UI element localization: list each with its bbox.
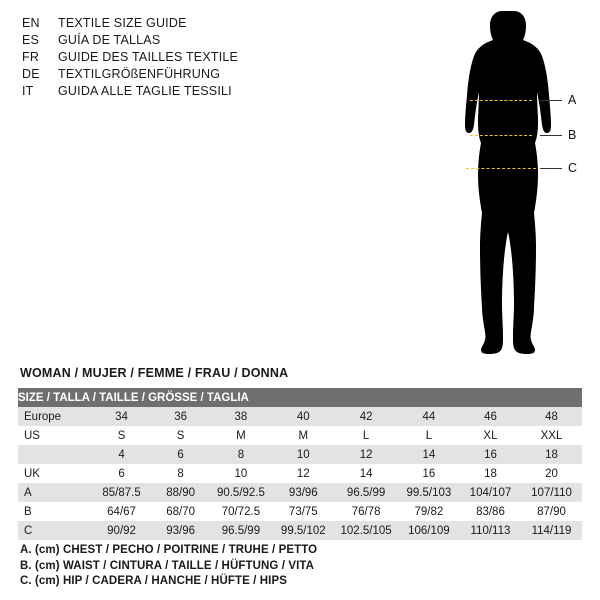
language-text: TEXTILGRÖßENFÜHRUNG (58, 67, 221, 81)
cell: 68/70 (152, 502, 210, 521)
language-text: GUÍA DE TALLAS (58, 33, 161, 47)
cell: M (210, 426, 273, 445)
cell: 10 (210, 464, 273, 483)
language-code: FR (22, 50, 40, 64)
marker-label-c: C (568, 161, 578, 175)
row-label: A (18, 483, 91, 502)
table-row (18, 445, 582, 464)
language-code: DE (22, 67, 40, 81)
language-text: GUIDE DES TAILLES TEXTILE (58, 50, 239, 64)
cell: 8 (152, 464, 210, 483)
row-label: US (18, 426, 91, 445)
cell: 4 (91, 445, 151, 464)
cell: XXL (521, 426, 582, 445)
cell: 20 (521, 464, 582, 483)
cell: 79/82 (398, 502, 460, 521)
row-label: B (18, 502, 91, 521)
language-row (22, 50, 238, 67)
cell: 102.5/105 (334, 521, 398, 540)
cell: 93/96 (272, 483, 334, 502)
cell: 99.5/103 (398, 483, 460, 502)
cell: 73/75 (272, 502, 334, 521)
cell: 90.5/92.5 (210, 483, 273, 502)
cell: 99.5/102 (272, 521, 334, 540)
marker-label-a: A (568, 93, 577, 107)
cell: 40 (272, 407, 334, 426)
note-chest: A. (cm) CHEST / PECHO / POITRINE / TRUHE / PETTO (20, 544, 318, 556)
table-row (18, 521, 582, 540)
cell: 14 (398, 445, 460, 464)
note-waist: B. (cm) WAIST / CINTURA / TAILLE / HÜFTUNG / VITA (20, 559, 315, 572)
language-row (22, 33, 238, 50)
cell: 70/72.5 (210, 502, 273, 521)
cell: 44 (398, 407, 460, 426)
cell: 96.5/99 (334, 483, 398, 502)
cell: 18 (460, 464, 521, 483)
cell: 16 (398, 464, 460, 483)
cell: 90/92 (91, 521, 151, 540)
language-list (22, 16, 238, 101)
cell: 42 (334, 407, 398, 426)
cell: 114/119 (521, 521, 582, 540)
cell: 6 (152, 445, 210, 464)
cell: S (91, 426, 151, 445)
waist-leader-line (540, 135, 562, 136)
row-label (18, 445, 91, 464)
cell: 12 (334, 445, 398, 464)
cell: 96.5/99 (210, 521, 273, 540)
cell: L (398, 426, 460, 445)
chest-measure-line (470, 100, 532, 101)
cell: 38 (210, 407, 273, 426)
table-row (18, 502, 582, 521)
cell: 76/78 (334, 502, 398, 521)
row-label: UK (18, 464, 91, 483)
cell: 107/110 (521, 483, 582, 502)
row-label: Europe (18, 407, 91, 426)
cell: M (272, 426, 334, 445)
cell: L (334, 426, 398, 445)
table-row (18, 483, 582, 502)
language-row (22, 84, 238, 101)
cell: 46 (460, 407, 521, 426)
chest-leader-line (540, 100, 562, 101)
table-header-label: SIZE / TALLA / TAILLE / GRÖSSE / TAGLIA (18, 388, 582, 407)
cell: S (152, 426, 210, 445)
cell: 106/109 (398, 521, 460, 540)
cell: 85/87.5 (91, 483, 151, 502)
language-row (22, 16, 238, 33)
marker-label-b: B (568, 128, 577, 142)
note-hip: C. (cm) HIP / CADERA / HANCHE / HÜFTE / HIPS (20, 575, 288, 587)
cell: 64/67 (91, 502, 151, 521)
hip-measure-line (466, 168, 536, 169)
language-text: GUIDA ALLE TAGLIE TESSILI (58, 84, 232, 98)
waist-measure-line (470, 135, 532, 136)
cell: 18 (521, 445, 582, 464)
language-code: IT (22, 84, 34, 98)
cell: XL (460, 426, 521, 445)
female-silhouette-figure (430, 5, 590, 385)
cell: 8 (210, 445, 273, 464)
table-row (18, 464, 582, 483)
cell: 12 (272, 464, 334, 483)
language-code: EN (22, 16, 40, 30)
language-text: TEXTILE SIZE GUIDE (58, 16, 187, 30)
hip-leader-line (540, 168, 562, 169)
measurement-notes (20, 543, 317, 590)
table-header-row (18, 388, 582, 407)
table-row (18, 426, 582, 445)
cell: 48 (521, 407, 582, 426)
cell: 36 (152, 407, 210, 426)
cell: 87/90 (521, 502, 582, 521)
cell: 110/113 (460, 521, 521, 540)
cell: 104/107 (460, 483, 521, 502)
cell: 16 (460, 445, 521, 464)
cell: 93/96 (152, 521, 210, 540)
row-label: C (18, 521, 91, 540)
cell: 14 (334, 464, 398, 483)
silhouette-icon (430, 5, 590, 380)
table-row (18, 407, 582, 426)
language-row (22, 67, 238, 84)
cell: 10 (272, 445, 334, 464)
cell: 6 (91, 464, 151, 483)
language-code: ES (22, 33, 40, 47)
section-title-woman: WOMAN / MUJER / FEMME / FRAU / DONNA (20, 366, 289, 380)
size-table (18, 388, 582, 540)
cell: 88/90 (152, 483, 210, 502)
cell: 83/86 (460, 502, 521, 521)
cell: 34 (91, 407, 151, 426)
